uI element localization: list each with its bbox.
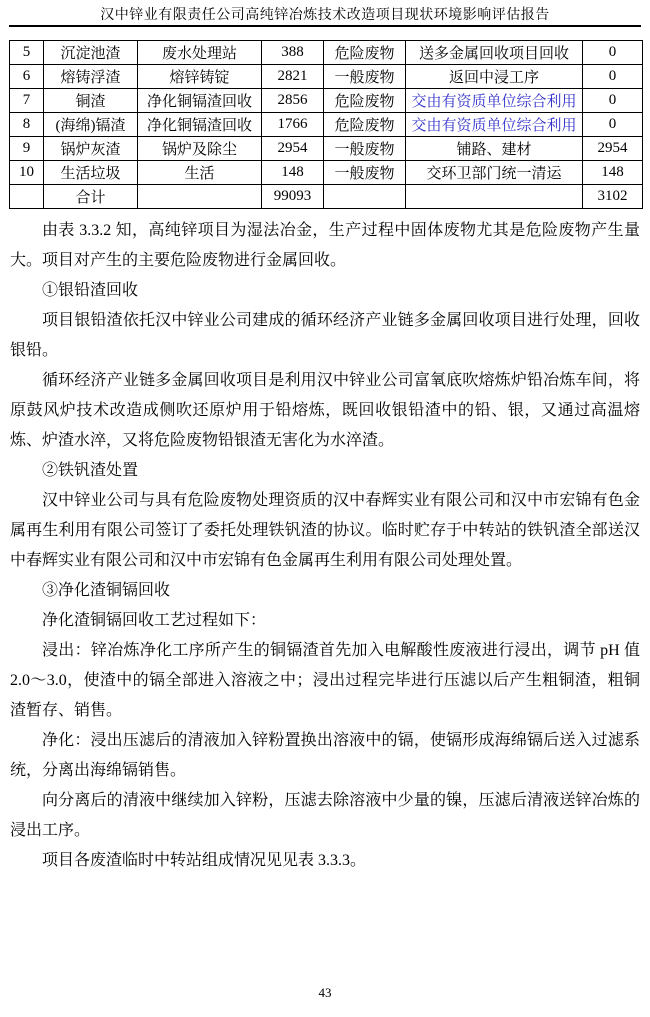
table-cell: 388 [262, 41, 324, 65]
table-row [10, 41, 643, 65]
table-cell: 0 [583, 89, 643, 113]
table-cell: (海绵)镉渣 [44, 113, 138, 137]
table-row [10, 137, 643, 161]
table-cell: 3102 [583, 185, 643, 209]
table-cell: 废水处理站 [138, 41, 262, 65]
table-cell: 生活 [138, 161, 262, 185]
table-cell: 2856 [262, 89, 324, 113]
table-cell: 0 [583, 65, 643, 89]
table-cell [406, 185, 583, 209]
table-cell: 生活垃圾 [44, 161, 138, 185]
table-cell: 交由有资质单位综合利用 [406, 89, 583, 113]
table-cell: 合计 [44, 185, 138, 209]
table-cell: 0 [583, 113, 643, 137]
table-cell: 一般废物 [324, 65, 406, 89]
paragraph: 项目各废渣临时中转站组成情况见见表 3.3.3。 [42, 852, 367, 869]
paragraph: ①银铅渣回收 [42, 282, 139, 299]
paragraph: 向分离后的清液中继续加入锌粉，压滤去除溶液中少量的镍，压滤后清液送锌冶炼的浸出工序。 [10, 792, 640, 839]
table-cell: 1766 [262, 113, 324, 137]
table-cell: 净化铜镉渣回收 [138, 113, 262, 137]
body-paragraphs [10, 216, 640, 876]
table-cell: 危险废物 [324, 41, 406, 65]
table-cell: 铜渣 [44, 89, 138, 113]
table-cell: 9 [10, 137, 44, 161]
paragraph: ③净化渣铜镉回收 [42, 582, 171, 599]
header-rule [9, 25, 641, 27]
table-cell: 5 [10, 41, 44, 65]
table-cell [138, 185, 262, 209]
table-cell: 危险废物 [324, 113, 406, 137]
table-cell: 危险废物 [324, 89, 406, 113]
table-cell: 2954 [262, 137, 324, 161]
table-cell: 148 [262, 161, 324, 185]
table-cell: 锅炉及除尘 [138, 137, 262, 161]
table-cell: 交环卫部门统一清运 [406, 161, 583, 185]
table-cell: 148 [583, 161, 643, 185]
table-cell: 0 [583, 41, 643, 65]
paragraph: 汉中锌业公司与具有危险废物处理资质的汉中春辉实业有限公司和汉中市宏锦有色金属再生利用有限公司签订了委托处理铁钒渣的协议。临时贮存于中转站的铁钒渣全部送汉中春辉实业有限公司和汉中市宏锦有色金属再生利用有限公司处理处置。 [10, 492, 640, 569]
paragraph: 净化渣铜镉回收工艺过程如下： [42, 612, 267, 629]
table-row [10, 161, 643, 185]
table-cell: 铺路、建材 [406, 137, 583, 161]
table-cell: 交由有资质单位综合利用 [406, 113, 583, 137]
table-cell: 8 [10, 113, 44, 137]
table-cell: 2954 [583, 137, 643, 161]
paragraph: 浸出：锌冶炼净化工序所产生的铜镉渣首先加入电解酸性废液进行浸出，调节 pH 值 2.0～3.0，使渣中的镉全部进入溶液之中；浸出过程完毕进行压滤以后产生粗铜渣，粗铜渣暂存、销售。 [10, 642, 640, 719]
table-cell: 一般废物 [324, 161, 406, 185]
table-cell: 熔锌铸锭 [138, 65, 262, 89]
paragraph: 净化：浸出压滤后的清液加入锌粉置换出溶液中的镉，使镉形成海绵镉后送入过滤系统，分离出海绵镉销售。 [10, 732, 640, 779]
table-cell: 10 [10, 161, 44, 185]
table-cell: 6 [10, 65, 44, 89]
page-number: 43 [318, 985, 332, 1000]
table-cell: 熔铸浮渣 [44, 65, 138, 89]
table-row [10, 65, 643, 89]
waste-table-body [10, 41, 643, 209]
table-cell [10, 185, 44, 209]
table-row [10, 113, 643, 137]
table-cell: 99093 [262, 185, 324, 209]
table-row [10, 89, 643, 113]
page-header-title: 汉中锌业有限责任公司高纯锌冶炼技术改造项目现状环境影响评估报告 [100, 8, 550, 23]
table-cell: 返回中浸工序 [406, 65, 583, 89]
table-cell: 2821 [262, 65, 324, 89]
paragraph: 由表 3.3.2 知，高纯锌项目为湿法冶金，生产过程中固体废物尤其是危险废物产生量大。项目对产生的主要危险废物进行金属回收。 [10, 222, 640, 269]
table-cell: 一般废物 [324, 137, 406, 161]
paragraph: 循环经济产业链多金属回收项目是利用汉中锌业公司富氧底吹熔炼炉铅冶炼车间，将原鼓风炉技术改造成侧吹还原炉用于铅熔炼，既回收银铅渣中的铅、银，又通过高温熔炼、炉渣水淬，又将危险废物铅银渣无害化为水淬渣。 [10, 372, 640, 449]
table-cell [324, 185, 406, 209]
waste-disposal-table [9, 40, 643, 209]
table-cell: 净化铜镉渣回收 [138, 89, 262, 113]
table-cell: 锅炉灰渣 [44, 137, 138, 161]
paragraph: 项目银铅渣依托汉中锌业公司建成的循环经济产业链多金属回收项目进行处理，回收银铅。 [10, 312, 640, 359]
table-cell: 沉淀池渣 [44, 41, 138, 65]
table-row [10, 185, 643, 209]
table-cell: 7 [10, 89, 44, 113]
paragraph: ②铁钒渣处置 [42, 462, 139, 479]
table-cell: 送多金属回收项目回收 [406, 41, 583, 65]
